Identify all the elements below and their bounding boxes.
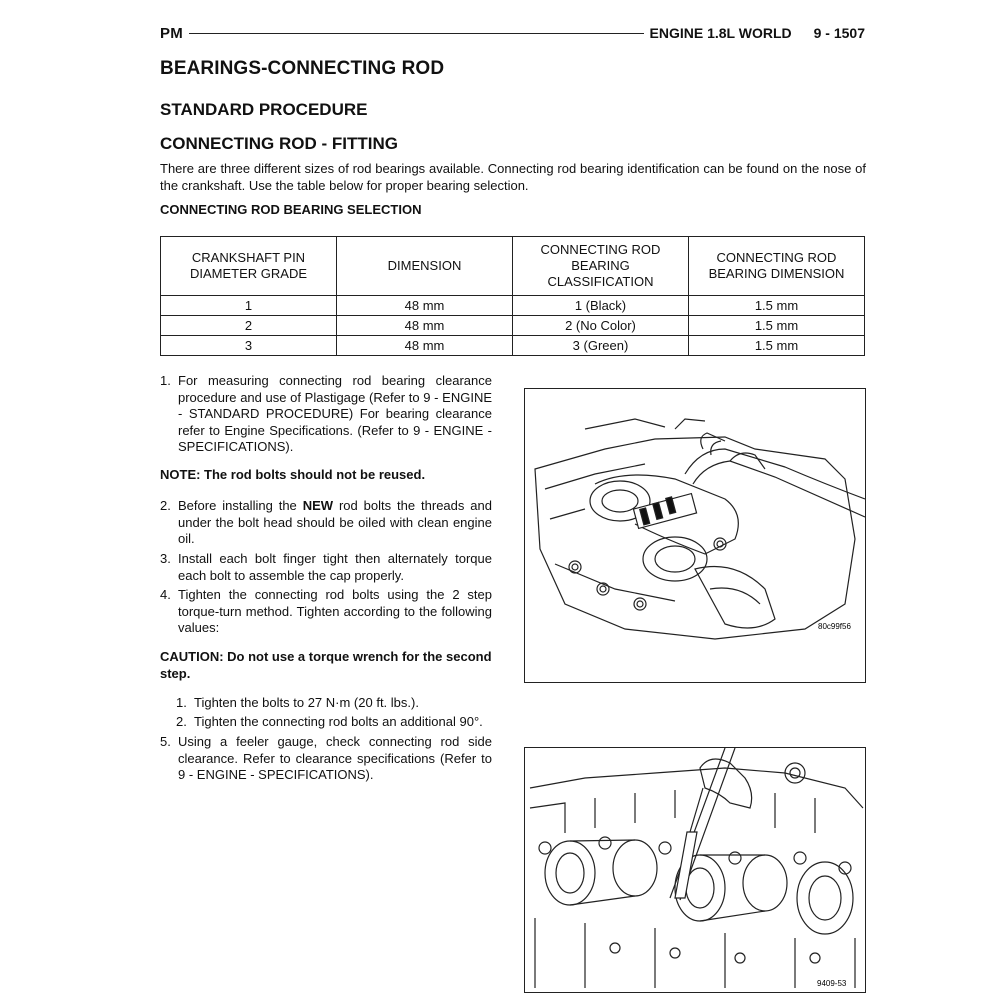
step-number: 1. (160, 373, 171, 388)
table-cell: 2 (No Color) (513, 316, 689, 336)
table-cell: 3 (Green) (513, 336, 689, 356)
table-row (161, 296, 865, 316)
table-row (161, 336, 865, 356)
substep-1 (176, 695, 492, 712)
substep-number: 1. (176, 695, 187, 710)
table-cell: 1 (Black) (513, 296, 689, 316)
step-4 (160, 587, 492, 637)
page-title: BEARINGS-CONNECTING ROD (160, 58, 445, 79)
step-1 (160, 373, 492, 456)
caution-text: CAUTION: Do not use a torque wrench for the second step. (160, 649, 492, 681)
header-rule (189, 33, 644, 34)
step-text: Before installing the NEW rod bolts the threads and under the bolt head should be oiled with clean engine oil. (178, 498, 492, 546)
step-text: Tighten the connecting rod bolts using the 2 step torque-turn method. Tighten according to the following values: (178, 587, 492, 635)
figure-plastigage (524, 388, 866, 683)
table-header-cell: CONNECTING ROD BEARING CLASSIFICATION (513, 237, 689, 296)
substep-number: 2. (176, 714, 187, 729)
header-section-title: ENGINE 1.8L WORLD (649, 25, 792, 41)
figure-feeler-gauge (524, 747, 866, 993)
step-text: Using a feeler gauge, check connecting rod side clearance. Refer to clearance specifications (Refer to 9 - ENGINE - SPECIFICATIONS). (178, 734, 492, 782)
header-section-code: PM (160, 24, 183, 42)
table-cell: 1 (161, 296, 337, 316)
figure-id-label: 80c99f56 (818, 622, 851, 631)
section-heading: STANDARD PROCEDURE (160, 100, 368, 119)
table-header-cell: CONNECTING ROD BEARING DIMENSION (689, 237, 865, 296)
bearing-selection-table (160, 236, 865, 356)
table-cell: 1.5 mm (689, 316, 865, 336)
table-cell: 1.5 mm (689, 296, 865, 316)
table-cell: 48 mm (337, 316, 513, 336)
table-row (161, 316, 865, 336)
step-number: 4. (160, 587, 171, 602)
table-cell: 48 mm (337, 296, 513, 316)
table-header-cell: CRANKSHAFT PIN DIAMETER GRADE (161, 237, 337, 296)
plastigage-illustration (525, 389, 865, 682)
table-cell: 1.5 mm (689, 336, 865, 356)
table-header-row (161, 237, 865, 296)
step-2 (160, 498, 492, 548)
step-3 (160, 551, 492, 584)
substep-text: Tighten the bolts to 27 N·m (20 ft. lbs.). (194, 695, 419, 710)
substep-text: Tighten the connecting rod bolts an additional 90°. (194, 714, 483, 729)
step-5 (160, 734, 492, 784)
subsection-heading: CONNECTING ROD - FITTING (160, 134, 398, 153)
page-header (160, 22, 865, 44)
table-title: CONNECTING ROD BEARING SELECTION (160, 202, 422, 217)
intro-paragraph: There are three different sizes of rod bearings available. Connecting rod bearing identification can be found on the nose of the crankshaft. Use the table below for proper bearing selection. (160, 161, 866, 193)
figure-id-label: 9409-53 (817, 979, 847, 988)
note-text: NOTE: The rod bolts should not be reused. (160, 467, 426, 482)
table-header-cell: DIMENSION (337, 237, 513, 296)
feeler-gauge-illustration (525, 748, 865, 992)
table-cell: 3 (161, 336, 337, 356)
step-number: 3. (160, 551, 171, 566)
table-cell: 48 mm (337, 336, 513, 356)
step-text: For measuring connecting rod bearing clearance procedure and use of Plastigage (Refer to 9 - ENGINE - STANDARD PROCEDURE) For bearing clearance refer to Engine Specifications. (Refer to 9 - ENGINE - SPECIFICATIONS). (178, 373, 492, 454)
substep-2 (176, 714, 492, 731)
step-text: Install each bolt finger tight then alternately torque each bolt to assemble the cap properly. (178, 551, 492, 583)
step-number: 5. (160, 734, 171, 749)
emphasis-new: NEW (302, 498, 334, 513)
step-number: 2. (160, 498, 171, 513)
table-cell: 2 (161, 316, 337, 336)
header-page-number: 9 - 1507 (813, 25, 865, 41)
